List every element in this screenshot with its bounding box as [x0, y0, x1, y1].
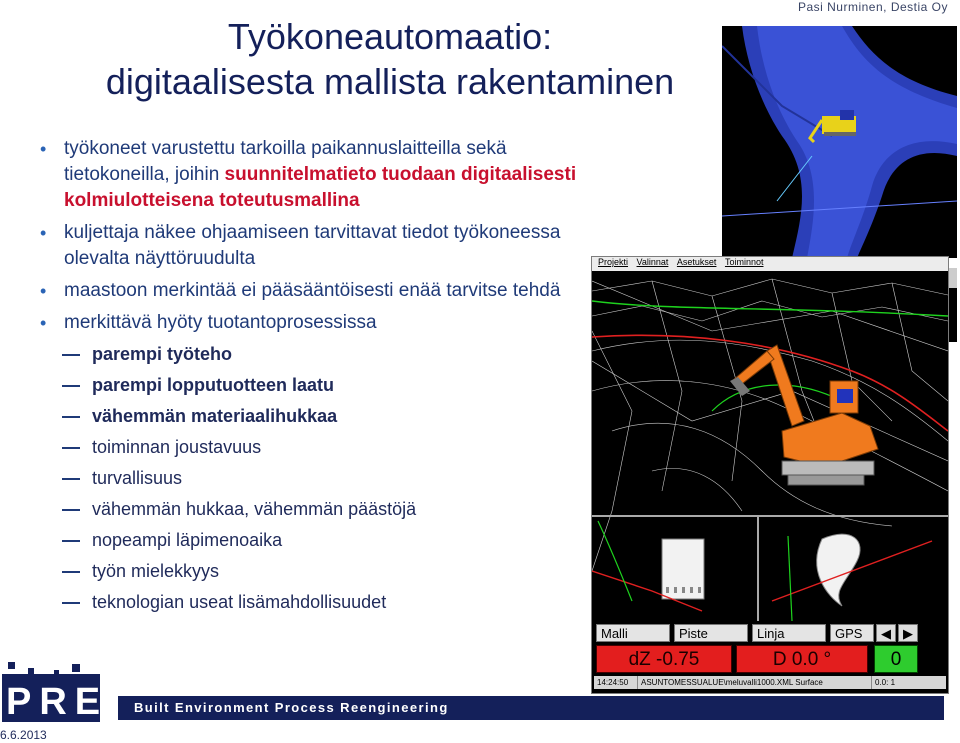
- subitem-7: nopeampi läpimenoaika: [40, 528, 600, 552]
- scroll-right-icon[interactable]: ▶: [898, 624, 918, 642]
- footer-text: Built Environment Process Reengineering: [134, 700, 449, 715]
- subitem-6: vähemmän hukkaa, vähemmän päästöjä: [40, 497, 600, 521]
- 3d-terrain-view: [722, 26, 957, 258]
- bullet-4: • merkittävä hyöty tuotantoprosessissa: [40, 310, 600, 336]
- status-value: 0.0: 1: [875, 678, 896, 687]
- tab-piste[interactable]: Piste: [674, 624, 748, 642]
- subitem-9: teknologian useat lisämahdollisuudet: [40, 590, 600, 614]
- scroll-left-icon[interactable]: ◀: [876, 624, 896, 642]
- title-line-1: Työkoneautomaatio:: [227, 16, 553, 57]
- subitem-8: työn mielekkyys: [40, 559, 600, 583]
- pre-logo: [2, 660, 100, 724]
- dz-readout: dZ -0.75: [596, 645, 732, 673]
- terrain-3d-illustration: [722, 26, 957, 258]
- machine-control-screen: [591, 256, 949, 694]
- menu-toiminnot[interactable]: Toiminnot: [724, 257, 764, 267]
- status-file: ASUNTOMESSUALUE\meluvalli1000.XML Surface: [638, 676, 872, 689]
- menu-valinnat[interactable]: Valinnat: [636, 257, 669, 267]
- menu-asetukset[interactable]: Asetukset: [676, 257, 717, 267]
- tab-linja[interactable]: Linja: [752, 624, 826, 642]
- screen-control-bar: [592, 621, 948, 693]
- screen-statusbar: [594, 676, 946, 689]
- d-readout: D 0.0 °: [736, 645, 868, 673]
- slide-date: 6.6.2013: [0, 728, 47, 742]
- screen-menubar: [592, 257, 948, 271]
- zero-readout: 0: [874, 645, 918, 673]
- slide-title: [60, 14, 720, 104]
- bullet-2: • kuljettaja näkee ohjaamiseen tarvittavat tiedot työkoneessa olevalta näyttöruudulta: [40, 220, 600, 272]
- subitem-5: turvallisuus: [40, 466, 600, 490]
- tab-gps[interactable]: GPS: [830, 624, 874, 642]
- menu-projekti[interactable]: Projekti: [598, 257, 629, 267]
- excavator-terrain-view: [592, 271, 948, 621]
- bullet-1-highlight: suunnitelmatieto tuodaan digitaalisesti kolmiulotteisena toteutusmallina: [64, 164, 577, 211]
- footer-band: [118, 696, 944, 720]
- pre-logo-graphic: [2, 660, 100, 724]
- subitem-2: parempi lopputuotteen laatu: [40, 373, 600, 397]
- bullet-list: [40, 136, 600, 621]
- bullet-1: [40, 136, 600, 214]
- subitem-4: toiminnan joustavuus: [40, 435, 600, 459]
- subitem-1: parempi työteho: [40, 342, 600, 366]
- bullet-1-text: työkoneet varustettu tarkoilla paikannuslaitteilla sekä tietokoneilla, joihin: [64, 138, 507, 185]
- status-time: 14:24:50: [594, 676, 638, 689]
- title-line-2: digitaalisesta mallista rakentaminen: [105, 61, 675, 102]
- subitem-3: vähemmän materiaalihukkaa: [40, 404, 600, 428]
- tab-malli[interactable]: Malli: [596, 624, 670, 642]
- author-credit: Pasi Nurminen, Destia Oy: [797, 0, 948, 14]
- logo-text: PRE: [6, 681, 100, 723]
- bullet-3: • maastoon merkintää ei pääsääntöisesti enää tarvitse tehdä: [40, 278, 600, 304]
